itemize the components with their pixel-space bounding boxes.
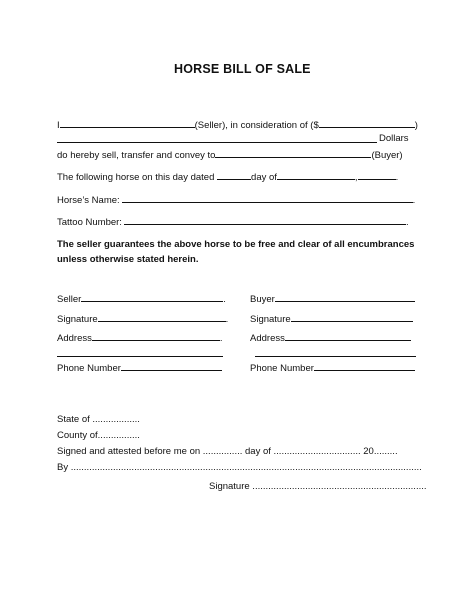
seller-end: . [223,294,226,305]
document-title: HORSE BILL OF SALE [174,62,311,76]
line1-start-text: I [57,120,60,131]
buyer-address-row [250,331,411,344]
line4-comma: , [354,172,358,183]
buyer-convey-line [57,148,403,161]
seller-address-blank[interactable] [92,331,220,341]
notary-by-line: By ..................................................................................................................................... [57,462,422,473]
seller-signature-row [57,312,228,325]
seller-address-end: . [219,333,223,344]
buyer-label: Buyer [250,294,275,305]
dollars-label: Dollars [379,133,409,144]
line4-end: . [395,172,399,183]
line3-end-text: (Buyer) [371,150,403,161]
seller-consideration-line [57,118,418,131]
tattoo-label: Tattoo Number: [57,217,122,228]
line1-mid-text: (Seller), in consideration of ($ [194,120,319,131]
dollars-written-blank[interactable] [57,142,377,143]
seller-phone-row [57,361,222,374]
seller-address-label: Address [57,333,92,344]
tattoo-end: . [405,217,409,228]
horse-name-blank[interactable] [122,193,413,203]
line1-end-text: ) [414,120,418,131]
horse-date-line [57,170,398,183]
seller-address-row [57,331,223,344]
notary-signed-line: Signed and attested before me on ............... day of ................................. 20......... [57,446,398,457]
consideration-amount-blank[interactable] [319,118,415,128]
seller-signature-label: Signature [57,314,98,325]
seller-row [57,292,226,305]
notary-signature-line: Signature .................................................................. [209,481,427,492]
year-blank[interactable] [358,170,396,180]
buyer-signature-row [250,312,413,325]
buyer-address-blank[interactable] [285,331,411,341]
buyer-address-blank-2[interactable] [255,356,416,357]
buyer-name-blank[interactable] [215,148,371,158]
horse-name-row [57,193,415,206]
seller-address-blank-2[interactable] [57,356,223,357]
buyer-signature-blank[interactable] [291,312,413,322]
buyer-blank[interactable] [275,292,415,302]
horse-name-end: . [412,195,416,206]
buyer-row [250,292,415,305]
buyer-address-label: Address [250,333,285,344]
seller-label: Seller [57,294,82,305]
tattoo-number-row [57,215,409,228]
day-dated-blank[interactable] [217,170,251,180]
line4-mid-text: day of [251,172,277,183]
seller-signature-blank[interactable] [98,312,226,322]
seller-phone-label: Phone Number [57,363,121,374]
seller-name-blank[interactable] [60,118,195,128]
horse-name-label: Horse’s Name: [57,195,120,206]
seller-phone-blank[interactable] [121,361,222,371]
notary-state-line: State of .................. [57,414,140,425]
buyer-phone-blank[interactable] [314,361,415,371]
guarantee-text-line2: unless otherwise stated herein. [57,254,199,265]
guarantee-text-line1: The seller guarantees the above horse to be free and clear of all encumbrances [57,239,415,250]
tattoo-number-blank[interactable] [124,215,406,225]
seller-signature-end: . [225,314,229,325]
seller-blank[interactable] [81,292,223,302]
buyer-signature-label: Signature [250,314,291,325]
buyer-phone-label: Phone Number [250,363,314,374]
buyer-phone-row [250,361,415,374]
line3-start-text: do hereby sell, transfer and convey to [57,150,216,161]
month-blank[interactable] [277,170,355,180]
notary-county-line: County of................ [57,430,140,441]
line4-start-text: The following horse on this day dated [57,172,215,183]
